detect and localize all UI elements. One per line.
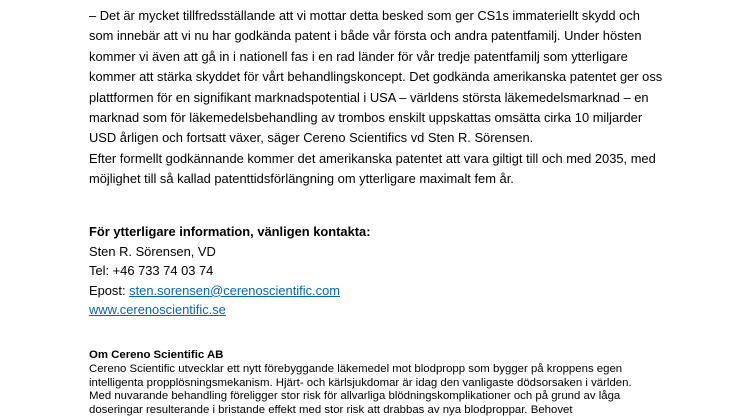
about-line: Med nuvarande behandling föreligger stor risk för allvarliga blödningskomplikationer och på grund av låga [89, 390, 621, 403]
about-line: Cereno Scientific utvecklar ett nytt förebyggande läkemedel mot blodpropp som bygger på kroppens egen [89, 362, 623, 375]
patent-validity-paragraph [89, 149, 729, 190]
email-label: Epost: [89, 282, 130, 298]
about-company-block [89, 349, 632, 418]
website-link[interactable]: www.cerenoscientific.se [89, 302, 226, 318]
quote-line: – Det är mycket tillfredsställande att vi mottar detta besked som ger CS1s immateriellt skydd och [89, 8, 640, 23]
validity-line: möjlighet till så kallad patenttidsförlängning om ytterligare maximalt fem år. [89, 171, 514, 187]
about-heading: Om Cereno Scientific AB [89, 349, 224, 361]
quote-line: som innebär att vi nu har godkända patent i både vår första och andra patentfamilj. Under hösten [89, 28, 642, 44]
contact-block [89, 222, 371, 320]
contact-website-row [89, 300, 371, 320]
contact-name: Sten R. Sörensen, VD [89, 243, 216, 259]
ceo-quote-paragraph [89, 6, 729, 149]
about-line: doseringar resulterande i bristande effekt med stor risk att drabbas av nya blodproppar. Behovet [89, 404, 573, 417]
quote-line: kommer att stärka skyddet för vårt behandlingskoncept. Det godkända amerikanska patentet ger oss [89, 69, 663, 85]
validity-line: Efter formellt godkännande kommer det amerikanska patentet att vara giltigt till och med 2035, med [89, 151, 656, 166]
quote-line: kommer vi även att gå in i nationell fas i en rad länder för vår tredje patentfamilj som ytterligare [89, 48, 628, 64]
quote-line: plattformen för en signifikant marknadspotential i USA – världens största läkemedelsmarknad – en [89, 89, 649, 105]
contact-phone: Tel: +46 733 74 03 74 [89, 263, 214, 279]
quote-line: marknad som för läkemedelsbehandling av trombos enskilt uppskattas omsätta cirka 10 miljarder [89, 110, 643, 126]
email-link[interactable]: sten.sorensen@cerenoscientific.com [129, 282, 340, 298]
contact-heading: För ytterligare information, vänligen kontakta: [89, 224, 371, 239]
about-line: intelligenta propplösningsmekanism. Hjärt- och kärlsjukdomar är idag den vanligaste dödsorsaken i världen. [89, 376, 632, 389]
contact-email-row [89, 281, 371, 301]
quote-line: USD årligen och fortsatt växer, säger Cereno Scientifics vd Sten R. Sörensen. [89, 130, 534, 146]
